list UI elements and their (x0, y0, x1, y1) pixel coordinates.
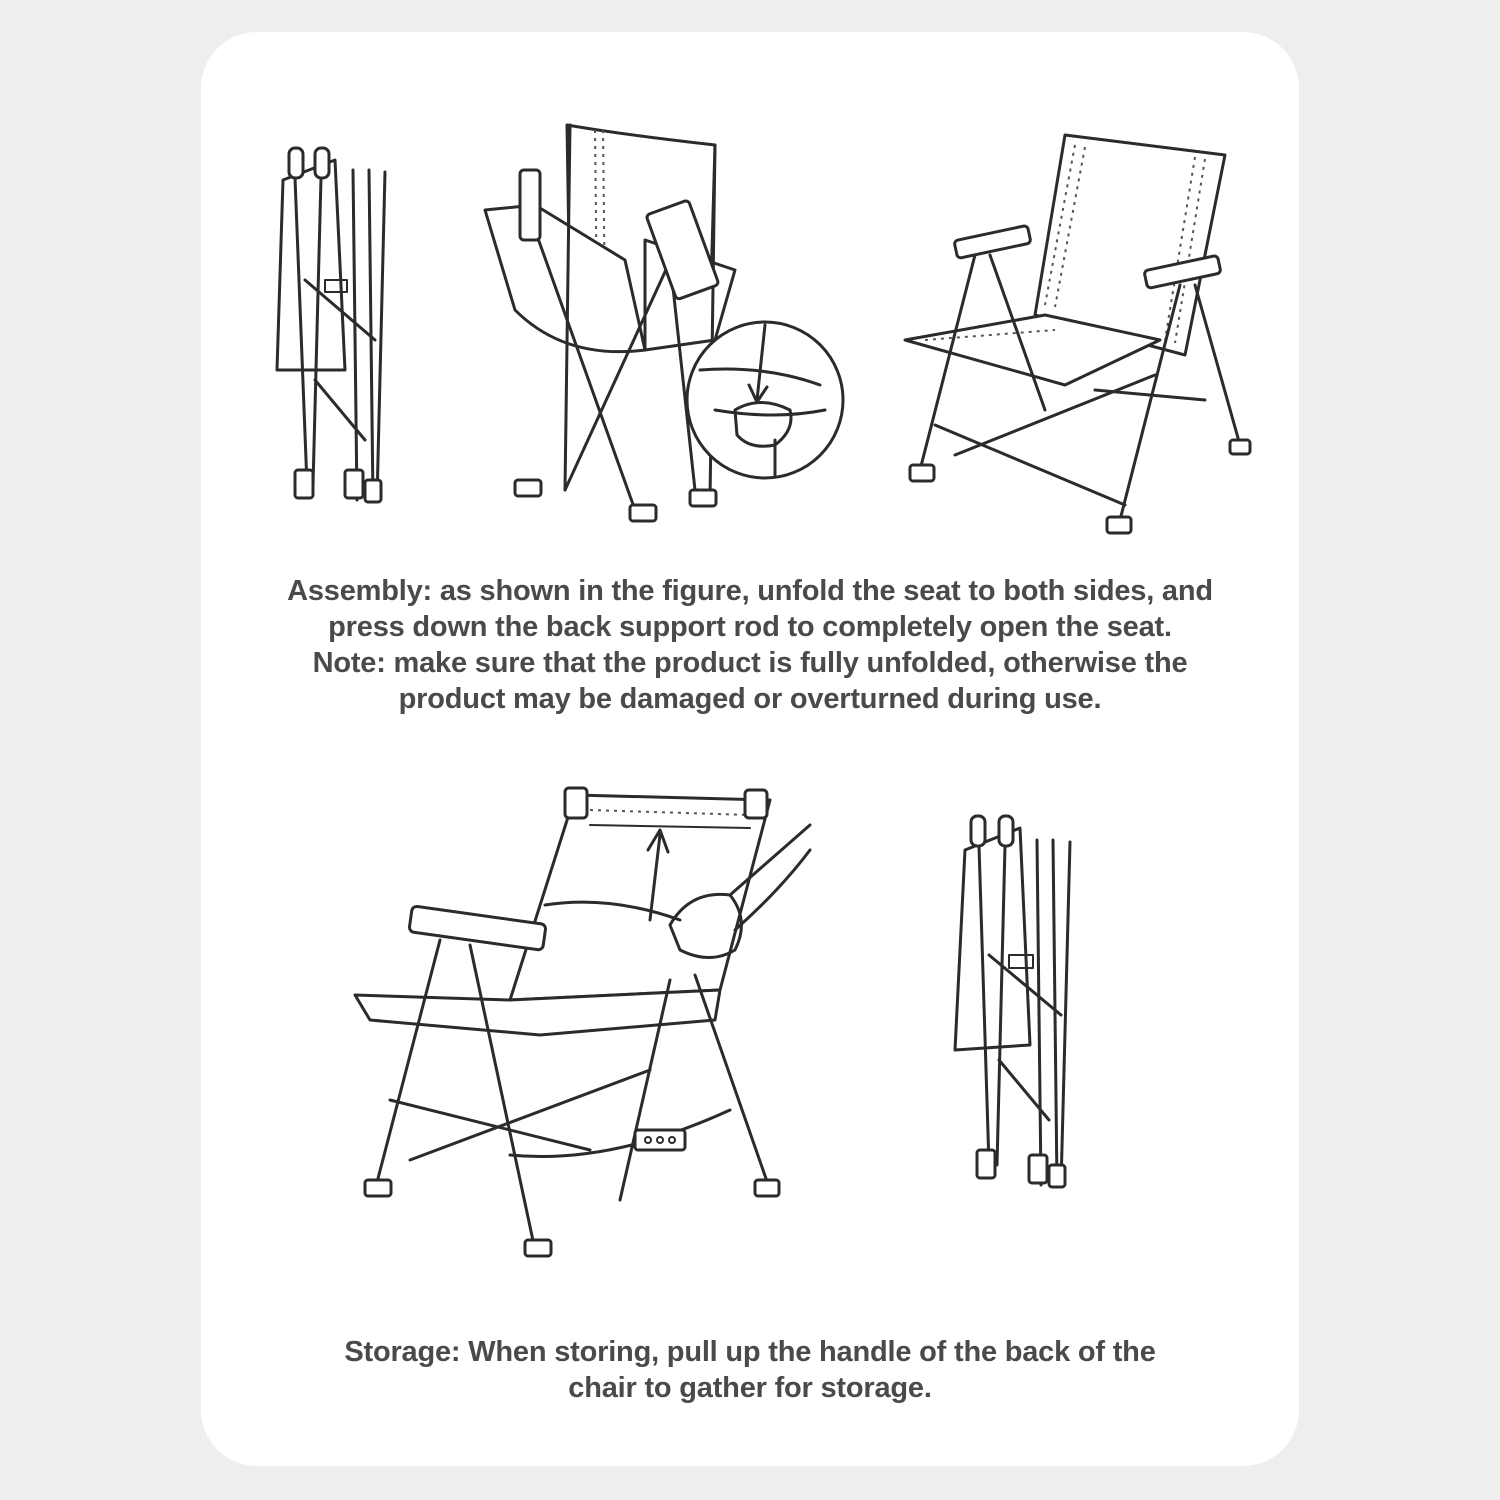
unfolded-chair-illustration (895, 125, 1255, 535)
stored-folded-chair-illustration (945, 810, 1085, 1200)
assembly-line: press down the back support rod to completely open the seat. (328, 611, 1172, 643)
storage-instructions (230, 1334, 1270, 1406)
assembly-instructions (230, 573, 1270, 717)
folded-chair-illustration (265, 140, 400, 515)
pull-handle-chair-illustration (350, 780, 815, 1275)
unfolding-chair-illustration (475, 110, 845, 540)
storage-line: Storage: When storing, pull up the handle of the back of the (344, 1336, 1156, 1368)
storage-line: chair to gather for storage. (568, 1372, 932, 1404)
assembly-note-line: product may be damaged or overturned during use. (398, 683, 1102, 715)
assembly-note-line: Note: make sure that the product is fully unfolded, otherwise the (312, 647, 1188, 679)
assembly-line: Assembly: as shown in the figure, unfold the seat to both sides, and (287, 575, 1213, 607)
